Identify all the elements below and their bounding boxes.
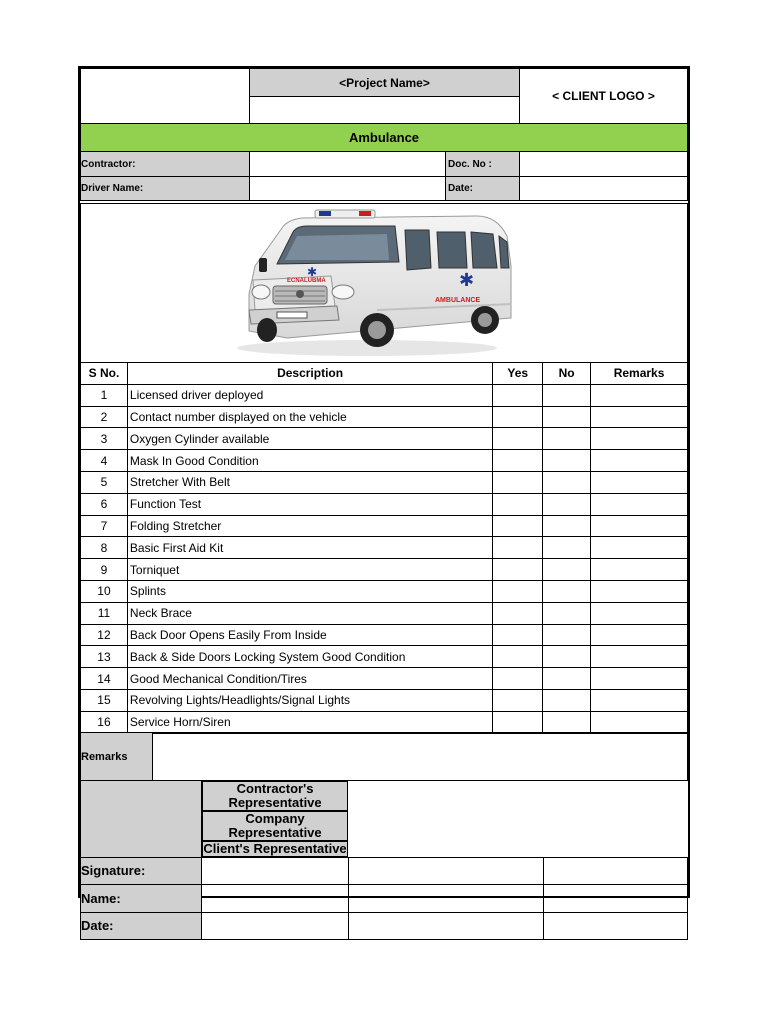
contractor-rep-header: Contractor's Representative [202,781,348,811]
checklist-row [81,580,688,602]
contractor-signature-field[interactable] [201,857,348,884]
checklist-body [81,384,688,733]
client-logo: < CLIENT LOGO > [519,68,688,124]
row-description: Mask In Good Condition [127,450,492,472]
row-sno: 10 [81,580,128,602]
checklist-row [81,711,688,733]
svg-text:✱: ✱ [459,270,475,291]
row-no-cell[interactable] [543,428,591,450]
row-remarks-cell[interactable] [591,624,688,646]
col-header-remarks: Remarks [591,363,688,385]
row-no-cell[interactable] [543,384,591,406]
row-description: Stretcher With Belt [127,471,492,493]
contractor-name-field[interactable] [201,884,348,912]
checklist-row [81,602,688,624]
contractor-label: Contractor: [80,151,250,177]
row-sno: 11 [81,602,128,624]
col-header-no: No [543,363,591,385]
row-description: Service Horn/Siren [127,711,492,733]
row-remarks-cell[interactable] [591,580,688,602]
signoff-table [80,780,688,940]
client-name-field[interactable] [544,884,688,912]
signoff-header-row [81,781,688,858]
col-header-yes: Yes [493,363,543,385]
date-row [81,912,688,939]
row-no-cell[interactable] [543,493,591,515]
row-description: Basic First Aid Kit [127,537,492,559]
doc-no-label: Doc. No : [445,151,520,177]
row-sno: 8 [81,537,128,559]
form-title: Ambulance [80,123,688,152]
row-no-cell[interactable] [543,450,591,472]
row-sno: 2 [81,406,128,428]
row-remarks-cell[interactable] [591,384,688,406]
project-name-field[interactable] [249,96,520,124]
row-yes-cell[interactable] [493,450,543,472]
row-description: Revolving Lights/Headlights/Signal Lights [127,689,492,711]
project-name: <Project Name> [249,68,520,97]
svg-text:✱: ✱ [307,265,318,279]
row-no-cell[interactable] [543,602,591,624]
row-yes-cell[interactable] [493,428,543,450]
row-remarks-cell[interactable] [591,493,688,515]
row-yes-cell[interactable] [493,711,543,733]
inspection-form [78,66,690,933]
contractor-field[interactable] [249,151,446,177]
company-signature-field[interactable] [348,857,544,884]
row-description: Torniquet [127,559,492,581]
row-yes-cell[interactable] [493,406,543,428]
row-no-cell[interactable] [543,624,591,646]
client-rep-header: Client's Representative [203,840,347,856]
row-sno: 7 [81,515,128,537]
row-remarks-cell[interactable] [591,689,688,711]
row-sno: 12 [81,624,128,646]
row-remarks-cell[interactable] [591,471,688,493]
row-no-cell[interactable] [543,689,591,711]
row-no-cell[interactable] [543,580,591,602]
row-remarks-cell[interactable] [591,646,688,668]
row-description: Oxygen Cylinder available [127,428,492,450]
row-no-cell[interactable] [543,406,591,428]
row-sno: 6 [81,493,128,515]
company-date-field[interactable] [348,912,544,939]
row-description: Folding Stretcher [127,515,492,537]
row-yes-cell[interactable] [493,580,543,602]
remarks-field[interactable] [152,732,688,781]
checklist-row [81,471,688,493]
signoff-date-label: Date: [81,912,202,939]
row-sno: 15 [81,689,128,711]
row-yes-cell[interactable] [493,646,543,668]
row-yes-cell[interactable] [493,471,543,493]
checklist-row [81,689,688,711]
row-yes-cell[interactable] [493,668,543,690]
row-no-cell[interactable] [543,515,591,537]
col-header-sno: S No. [81,363,128,385]
checklist-row [81,493,688,515]
checklist-row [81,450,688,472]
checklist-row [81,646,688,668]
row-sno: 5 [81,471,128,493]
col-header-description: Description [127,363,492,385]
row-no-cell[interactable] [543,711,591,733]
date-field[interactable] [519,176,688,201]
row-sno: 13 [81,646,128,668]
row-remarks-cell[interactable] [591,711,688,733]
signoff-corner [81,781,202,858]
checklist-row [81,384,688,406]
remarks-label: Remarks [80,732,153,781]
checklist-row [81,515,688,537]
row-description: Contact number displayed on the vehicle [127,406,492,428]
row-yes-cell[interactable] [493,493,543,515]
row-sno: 9 [81,559,128,581]
client-signature-field[interactable] [544,857,688,884]
company-rep-header: Company Representative [202,811,348,841]
row-yes-cell[interactable] [493,689,543,711]
row-remarks-cell[interactable] [591,406,688,428]
row-sno: 14 [81,668,128,690]
row-remarks-cell[interactable] [591,668,688,690]
row-no-cell[interactable] [543,559,591,581]
row-description: Splints [127,580,492,602]
company-name-field[interactable] [348,884,544,912]
row-no-cell[interactable] [543,646,591,668]
checklist-row [81,428,688,450]
row-description: Good Mechanical Condition/Tires [127,668,492,690]
checklist-row [81,559,688,581]
contractor-date-field[interactable] [201,912,348,939]
row-sno: 4 [81,450,128,472]
row-description: Back & Side Doors Locking System Good Condition [127,646,492,668]
row-remarks-cell[interactable] [591,515,688,537]
checklist-header-row [81,363,688,385]
svg-text:AMBULANCE: AMBULANCE [435,297,481,304]
row-sno: 3 [81,428,128,450]
client-date-field[interactable] [544,912,688,939]
row-description: Back Door Opens Easily From Inside [127,624,492,646]
row-remarks-cell[interactable] [591,602,688,624]
row-sno: 16 [81,711,128,733]
row-yes-cell[interactable] [493,384,543,406]
name-label: Name: [81,884,202,912]
row-remarks-cell[interactable] [591,537,688,559]
row-yes-cell[interactable] [493,559,543,581]
svg-text:ECNALUBMA: ECNALUBMA [287,278,326,284]
ambulance-image [227,206,517,362]
checklist-table [80,362,688,734]
row-description: Function Test [127,493,492,515]
row-description: Licensed driver deployed [127,384,492,406]
checklist-row [81,624,688,646]
row-no-cell[interactable] [543,537,591,559]
row-remarks-cell[interactable] [591,559,688,581]
row-yes-cell[interactable] [493,602,543,624]
checklist-row [81,406,688,428]
row-yes-cell[interactable] [493,624,543,646]
name-row [81,884,688,912]
signature-row [81,857,688,884]
row-yes-cell[interactable] [493,515,543,537]
row-yes-cell[interactable] [493,537,543,559]
row-description: Neck Brace [127,602,492,624]
row-no-cell[interactable] [543,471,591,493]
driver-name-field[interactable] [249,176,446,201]
logo-cell [80,68,250,124]
row-sno: 1 [81,384,128,406]
doc-no-field[interactable] [519,151,688,177]
vehicle-photo-cell [80,203,688,363]
checklist-row [81,668,688,690]
row-remarks-cell[interactable] [591,428,688,450]
row-remarks-cell[interactable] [591,450,688,472]
row-no-cell[interactable] [543,668,591,690]
date-label: Date: [445,176,520,201]
signature-label: Signature: [81,857,202,884]
driver-name-label: Driver Name: [80,176,250,201]
checklist-row [81,537,688,559]
